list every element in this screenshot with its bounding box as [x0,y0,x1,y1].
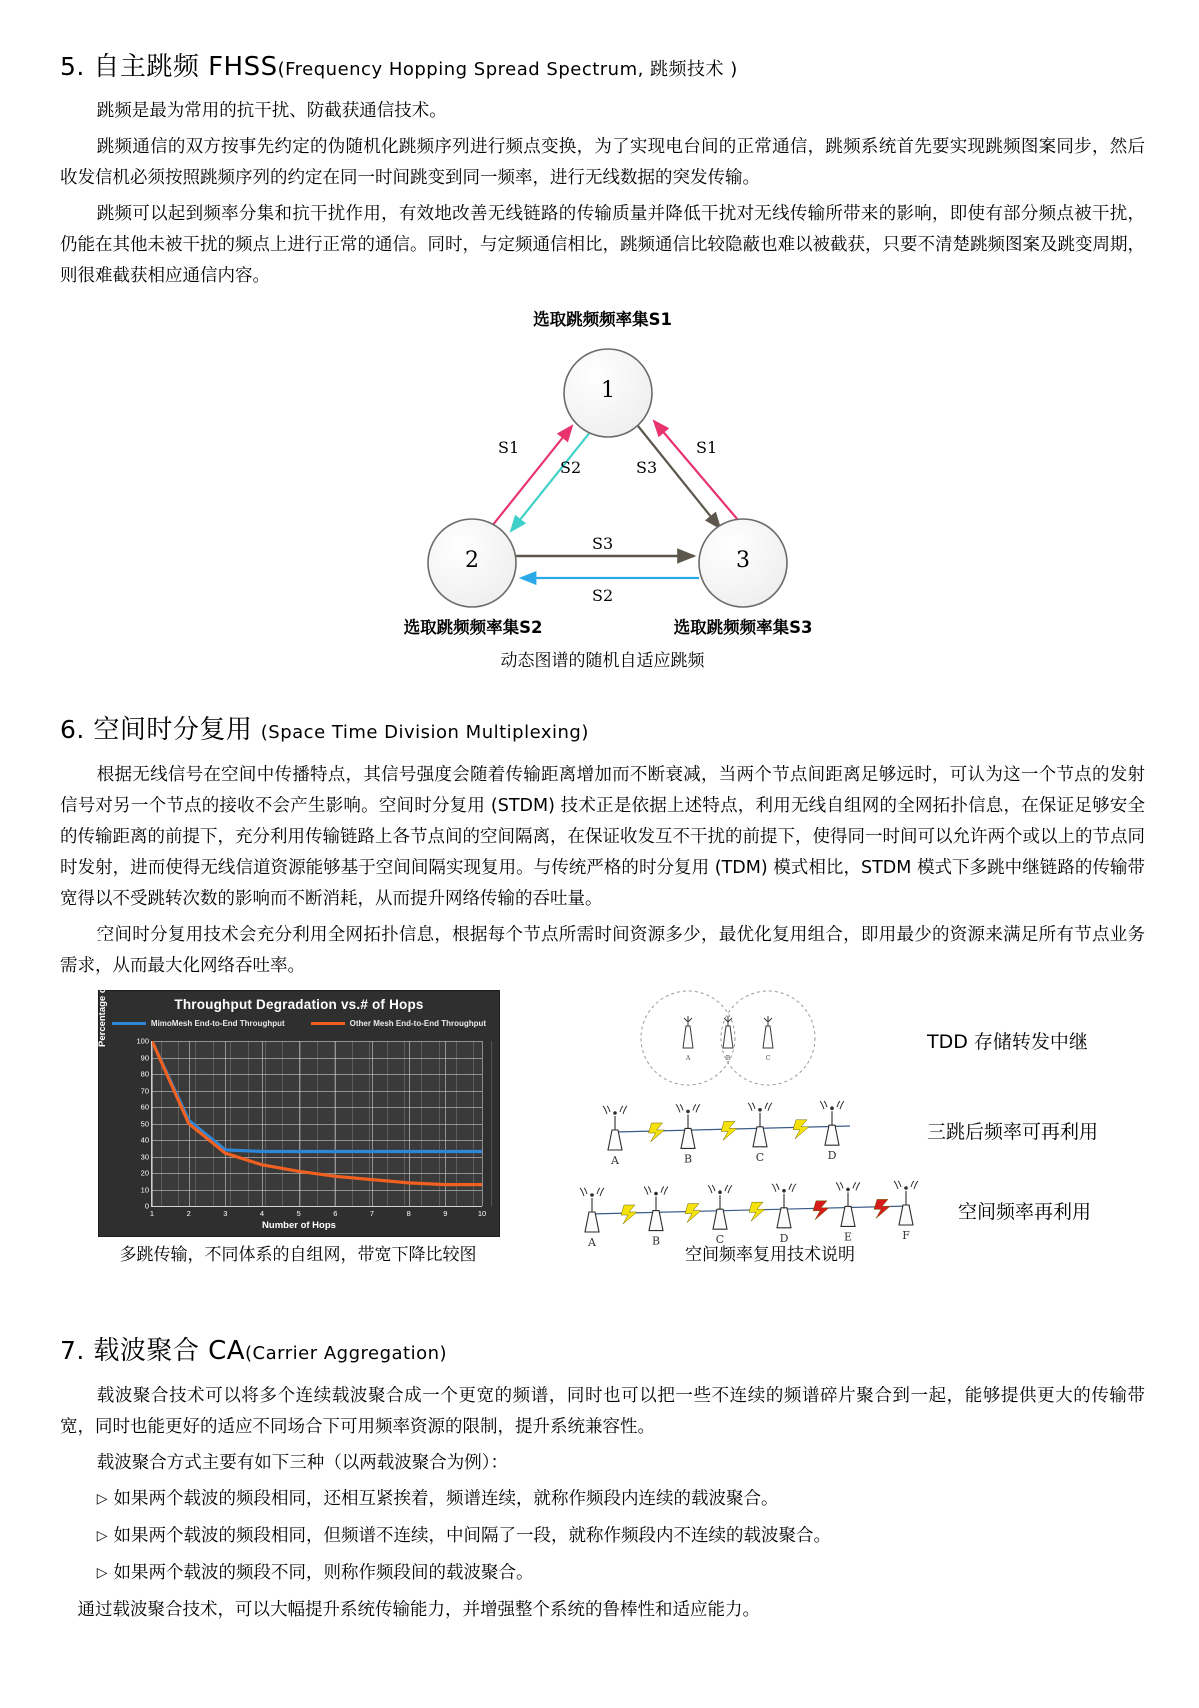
section-6-paragraph-1: 根据无线信号在空间中传播特点，其信号强度会随着传输距离增加而不断衰减，当两个节点间距离足够远时，可认为这一个节点的发射信号对另一个节点的接收不会产生影响。空间时分复用 (STDM) 技术正是依据上述特点，利用无线自组网的全网拓扑信息，在保证足够安全的传输距离的前提下，充分利用传输链路上各节点间的空间隔离，在保证收发互不干扰的前提下，使得同一时间可以允许两个或以上的节点同时发射，进而使得无线信道资源能够基于空间间隔实现复用。与传统严格的时分复用 (TDM) 模式相比，STDM 模式下多跳中继链路的传输带宽得以不受跳转次数的影响而不断消耗，从而提升网络传输的吞吐量。 [60,765,1145,909]
chart-x-tick: 10 [477,1209,487,1218]
chart-x-tick: 4 [259,1209,265,1218]
antenna-tower-B [676,1104,700,1165]
fhss-left-label: 选取跳频频率集S2 [403,618,543,637]
bullet-marker-icon: ▷ [96,1491,108,1507]
chart-y-tick: 50 [140,1119,149,1128]
carrier-bullet-2-text: 如果两个载波的频段相同，但频谱不连续，中间隔了一段，就称作频段内不连续的载波聚合。 [113,1526,832,1546]
chart-x-tick: 9 [443,1209,448,1218]
antenna-tower-D [772,1184,796,1245]
section-5-paragraph-2: 跳频通信的双方按事先约定的伪随机化跳频序列进行频点变换，为了实现电台间的正常通信，跳频系统首先要实现跳频图案同步，然后收发信机必须按照跳频序列的约定在同一时间跳变到同一频率，进行无线数据的突发传输。 [60,137,1145,188]
chart-x-axis-label: Number of Hops [262,1220,336,1231]
svg-text:A: A [685,1055,691,1062]
fhss-edge-label-right-inner: S3 [636,458,658,477]
section-5-heading [60,46,1145,83]
chart-x-tick: 6 [333,1209,338,1218]
svg-text:D: D [779,1231,789,1245]
lightning-bolt-icon [621,1205,637,1224]
section-7-paragraph-3: 通过载波聚合技术，可以大幅提升系统传输能力，并增强整个系统的鲁棒性和适应能力。 [77,1600,760,1620]
section-5-paragraph-1: 跳频是最为常用的抗干扰、防截获通信技术。 [96,101,447,121]
antenna-tower-F [894,1181,918,1242]
antenna-tower-D [820,1101,844,1162]
legend-swatch-othermesh [311,1022,345,1026]
fhss-node-3: 3 [736,548,750,573]
lightning-bolt-icon [721,1121,737,1140]
antenna-tower-E [836,1182,860,1243]
fhss-diagram-svg [60,328,1145,608]
section-6-paragraph-2: 空间时分复用技术会充分利用全网拓扑信息，根据每个节点所需时间资源多少，最优化复用组合，即用最少的资源来满足所有节点业务需求，从而最大化网络吞吐率。 [60,925,1145,976]
section-5-number: 5. [60,52,85,81]
chart-x-tick: 2 [186,1209,191,1218]
antenna-tower-C [708,1185,732,1246]
label-spatial-freq-reuse: 空间频率再利用 [958,1200,1092,1223]
legend-label-mimomesh: MimoMesh End-to-End Throughput [150,1019,285,1028]
chart-y-axis-label: Percentage of Max Throughput [97,907,108,1047]
label-three-hop-reuse: 三跳后频率可再利用 [927,1120,1099,1143]
fhss-edge-label-left-inner: S2 [560,458,582,477]
bullet-marker-icon: ▷ [96,1565,108,1581]
carrier-bullet-2 [60,1521,1145,1552]
legend-swatch-mimomesh [112,1022,146,1026]
diagram-row-three-hop [560,1090,1098,1170]
chart-series-lines [152,1041,482,1206]
fhss-node-1: 1 [601,378,615,403]
svg-text:E: E [843,1230,853,1244]
section-5-paragraph-3: 跳频可以起到频率分集和抗干扰作用，有效地改善无线链路的传输质量并降低干扰对无线传输所带来的影响，即使有部分频点被干扰，仍能在其他未被干扰的频点上进行正常的通信。同时，与定频通信相比，跳频通信比较隐蔽也难以被截获，只要不清楚跳频图案及跳变周期，则很难截获相应通信内容。 [60,204,1145,286]
stdm-figure-caption: 空间频率复用技术说明 [685,1245,855,1265]
fhss-edge-label-right-outer: S1 [696,438,718,457]
lightning-bolt-icon [685,1204,701,1223]
svg-text:B: B [725,1055,731,1062]
svg-text:B: B [683,1152,693,1166]
chart-y-tick: 60 [140,1102,149,1112]
section-7-paragraph-2: 载波聚合方式主要有如下三种（以两载波聚合为例）： [96,1453,508,1473]
chart-x-tick: 8 [406,1209,411,1218]
fhss-node-2: 2 [465,548,479,573]
section-7-title-en: (Carrier Aggregation) [245,1343,448,1364]
fhss-triangle-figure [60,306,1145,641]
chart-x-tick: 1 [149,1209,155,1218]
svg-text:F: F [902,1229,910,1242]
section-6-title-en: (Space Time Division Multiplexing) [260,722,589,743]
chart-title: Throughput Degradation vs.# of Hops [174,997,424,1012]
chart-caption: 多跳传输，不同体系的自组网，带宽下降比较图 [119,1245,477,1265]
svg-text:A: A [588,1236,596,1249]
chart-y-tick: 40 [140,1135,149,1145]
lightning-bolt-icon [793,1120,809,1139]
chart-y-tick: 0 [144,1201,149,1211]
legend-item-othermesh [311,1019,486,1028]
chart-y-tick: 80 [140,1069,149,1079]
chart-y-tick: 70 [140,1086,149,1095]
section-6-title-cn: 空间时分复用 [93,715,253,745]
svg-text:C: C [715,1233,725,1247]
antenna-tower-A [603,1106,627,1167]
page-content [60,0,1145,1626]
svg-text:D: D [827,1149,837,1163]
fhss-right-label: 选取跳频频率集S3 [673,618,813,637]
bullet-marker-icon: ▷ [96,1528,108,1544]
fhss-edge-label-bottom-bottom: S2 [592,586,614,605]
section-7-number: 7. [60,1336,85,1365]
legend-item-mimomesh [112,1019,285,1028]
section-7-paragraph-1: 载波聚合技术可以将多个连续载波聚合成一个更宽的频谱，同时也可以把一些不连续的频谱碎片聚合到一起，能够提供更大的传输带宽，同时也能更好的适应不同场合下可用频率资源的限制，提升系统兼容性。 [60,1386,1145,1437]
carrier-bullet-3-text: 如果两个载波的频段不同，则称作频段间的载波聚合。 [113,1563,534,1583]
chart-y-tick: 100 [136,1036,149,1046]
tdd-relay-svg [560,990,905,1090]
chart-line-other [152,1041,482,1185]
svg-text:C: C [765,1055,771,1062]
diagram-row-tdd [560,990,1088,1090]
chart-x-tick: 5 [296,1209,301,1218]
lightning-bolt-icon [749,1202,765,1221]
carrier-bullet-1-text: 如果两个载波的频段相同，还相互紧挨着，频谱连续，就称作频段内连续的载波聚合。 [113,1489,779,1509]
chart-y-tick: 90 [140,1053,149,1062]
spatial-reuse-diagrams [560,990,1145,1275]
fhss-figure-caption: 动态图谱的随机自适应跳频 [500,651,705,671]
fhss-edge-label-left-outer: S1 [498,438,520,457]
svg-text:B: B [651,1234,661,1248]
fhss-top-label: 选取跳频频率集S1 [533,310,672,329]
section-6-heading [60,709,1145,746]
legend-label-othermesh: Other Mesh End-to-End Throughput [349,1019,487,1028]
lightning-bolt-icon [874,1199,890,1218]
section-5-title-en: (Frequency Hopping Spread Spectrum, 跳频技术 ) [277,59,738,80]
chart-legend [99,1019,499,1028]
section-5-title-cn: 自主跳频 FHSS [93,52,278,82]
throughput-chart [97,907,500,1237]
section-7-heading [60,1330,1145,1367]
fhss-edge-label-bottom-top: S3 [592,534,614,553]
carrier-bullet-1 [60,1484,1145,1515]
label-tdd-relay: TDD 存储转发中继 [927,1030,1088,1053]
chart-x-tick: 7 [369,1209,375,1218]
lightning-bolt-icon [813,1201,829,1220]
chart-y-tick: 10 [140,1185,149,1194]
chart-y-tick: 30 [140,1152,149,1161]
section-6-number: 6. [60,715,85,744]
antenna-tower-C [748,1103,772,1164]
chart-plot-area [136,1036,487,1218]
carrier-bullet-3 [60,1558,1145,1589]
diagram-row-spatial-reuse [560,1170,1091,1250]
section-7-title-cn: 载波聚合 CA [93,1336,246,1366]
spatial-freq-reuse-svg [560,1170,950,1250]
antenna-tower-B [644,1187,668,1248]
chart-x-tick: 3 [223,1209,228,1218]
chart-y-tick: 20 [140,1168,149,1178]
svg-text:A: A [611,1154,619,1167]
svg-text:C: C [755,1150,765,1164]
three-hop-reuse-svg [560,1090,905,1170]
lightning-bolt-icon [649,1123,665,1142]
